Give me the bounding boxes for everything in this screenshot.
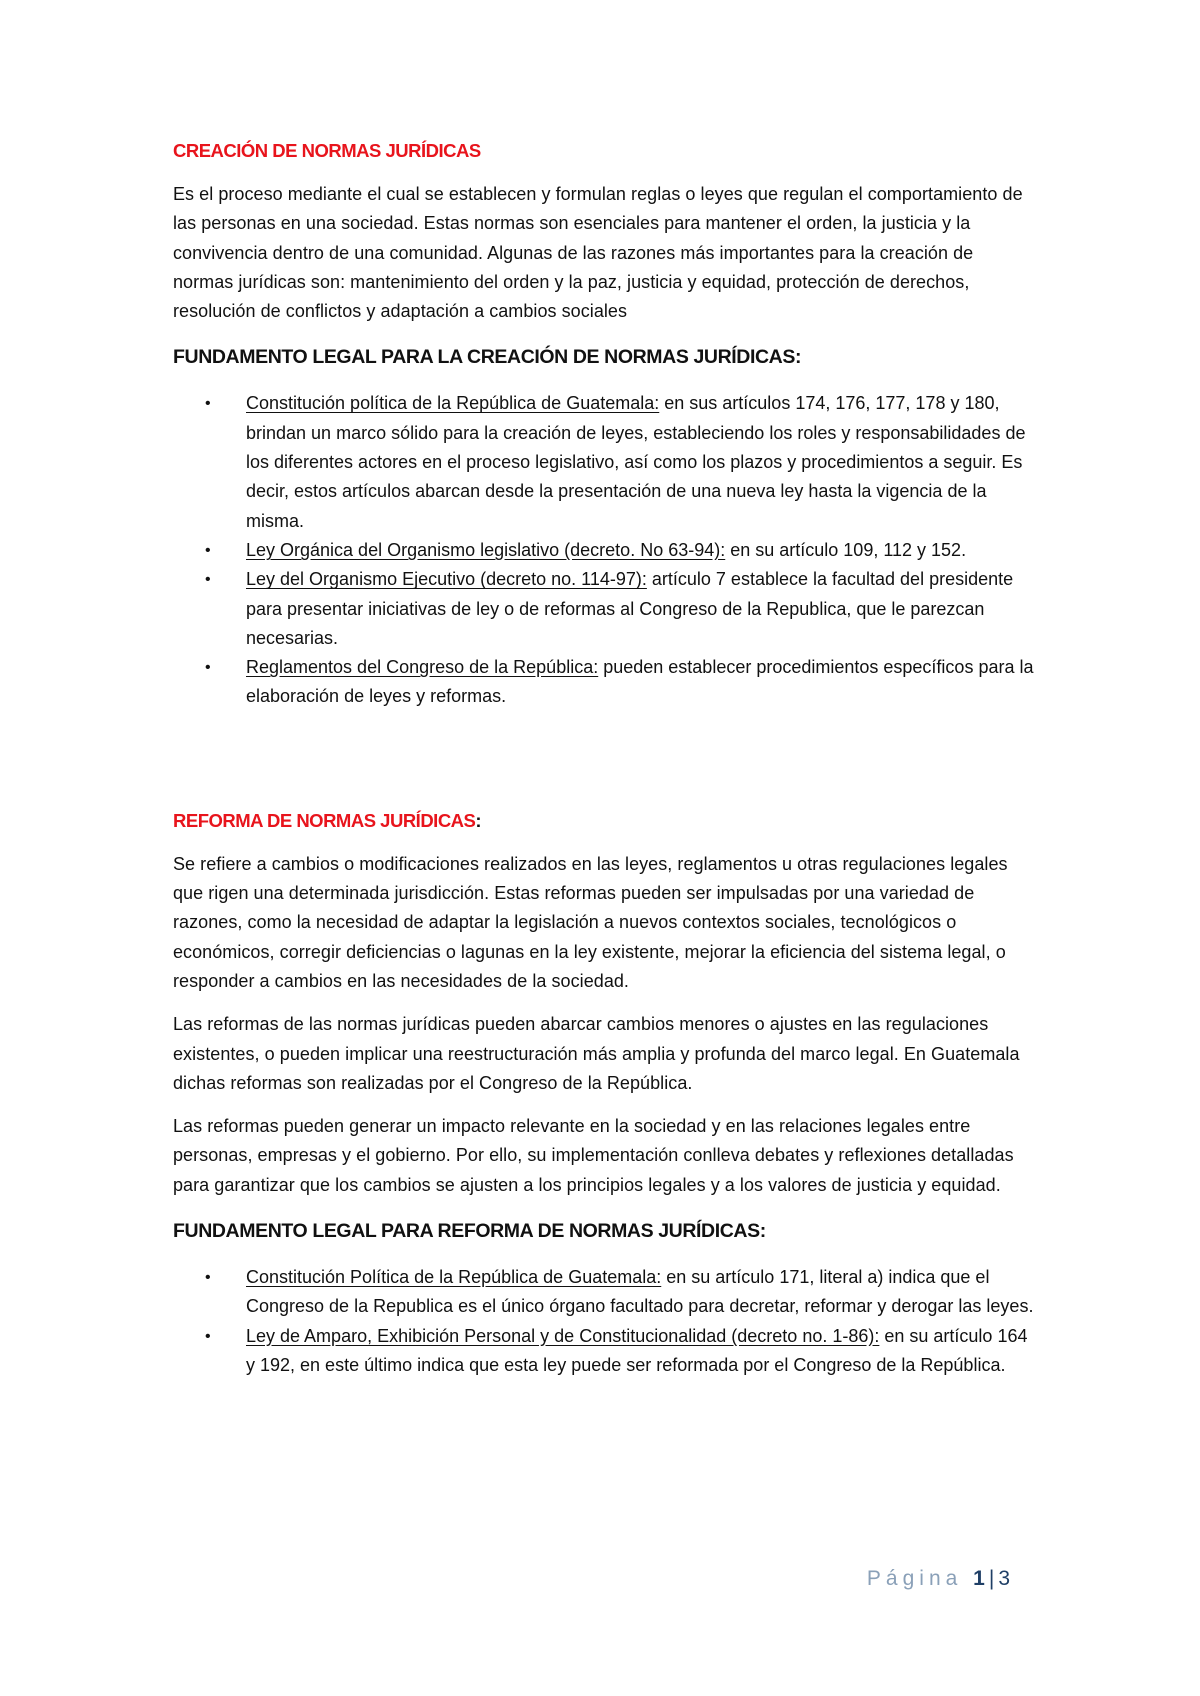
legal-reference: Constitución Política de la República de Guatemala: <box>246 1267 662 1288</box>
section-title-reforma-colon: : <box>475 809 482 831</box>
list-item-text: en su artículo 109, 112 y 152. <box>725 539 967 560</box>
legal-reference: Ley Orgánica del Organismo legislativo (decreto. No 63-94): <box>246 539 726 560</box>
list-item-text: pueden establecer procedimientos específicos para la elaboración de leyes y reformas. <box>246 657 1034 707</box>
page-separator: | <box>988 1567 995 1590</box>
page-number: 1 <box>973 1567 985 1590</box>
list-item-text: artículo 7 establece la facultad del presidente para presentar iniciativas de ley o de reformas al Congreso de la Republica, que le parezcan necesarias. <box>246 569 1014 648</box>
list-item <box>173 1263 1035 1322</box>
section-title-reforma-text: REFORMA DE NORMAS JURÍDICAS <box>173 809 476 831</box>
paragraph-reforma-3: Las reformas pueden generar un impacto relevante en la sociedad y en las relaciones legales entre personas, empresas y el gobierno. Por ello, su implementación conlleva debates y reflexiones detalladas para garantizar que los cambios se ajusten a los principios legales y a los valores de justicia y equidad. <box>173 1116 1014 1195</box>
page-label: Página <box>866 1567 963 1590</box>
list-item-text: en su artículo 164 y 192, en este último indica que esta ley puede ser reformada por el Congreso de la República. <box>246 1325 1028 1375</box>
list-item-text: en sus artículos 174, 176, 177, 178 y 180, brindan un marco sólido para la creación de leyes, estableciendo los roles y responsabilidades de los diferentes actores en el proceso legislativo, así como los plazos y procedimientos a seguir. Es decir, estos artículos abarcan desde la presentación de una nueva ley hasta la vigencia de la misma. <box>246 393 1026 531</box>
bullet-icon: • <box>205 659 211 677</box>
bullet-icon: • <box>205 571 211 589</box>
legal-reference: Reglamentos del Congreso de la República: <box>246 657 599 678</box>
bullet-icon: • <box>205 541 211 559</box>
paragraph-reforma-2: Las reformas de las normas jurídicas pueden abarcar cambios menores o ajustes en las regulaciones existentes, o pueden implicar una reestructuración más amplia y profunda del marco legal. En Guatemala dichas reformas son realizadas por el Congreso de la República. <box>173 1014 1020 1093</box>
paragraph-creacion: Es el proceso mediante el cual se establecen y formulan reglas o leyes que regulan el comportamiento de las personas en una sociedad. Estas normas son esenciales para mantener el orden, la justicia y la convivencia dentro de una comunidad. Algunas de las razones más importantes para la creación de normas jurídicas son: mantenimiento del orden y la paz, justicia y equidad, protección de derechos, resolución de conflictos y adaptación a cambios sociales <box>173 184 1023 322</box>
list-item <box>173 389 1035 535</box>
subtitle-fundamento-creacion: FUNDAMENTO LEGAL PARA LA CREACIÓN DE NORMAS JURÍDICAS: <box>173 346 802 369</box>
list-item <box>173 653 1035 712</box>
legal-reference: Constitución política de la República de Guatemala: <box>246 393 660 414</box>
list-item <box>173 565 1035 653</box>
bullet-list-creacion <box>173 389 1035 711</box>
legal-reference: Ley del Organismo Ejecutivo (decreto no. 114-97): <box>246 569 647 590</box>
page-total: 3 <box>998 1567 1010 1590</box>
document-body <box>173 140 1035 1380</box>
bullet-icon: • <box>205 1327 211 1345</box>
paragraph-reforma-1: Se refiere a cambios o modificaciones realizados en las leyes, reglamentos u otras regulaciones legales que rigen una determinada jurisdicción. Estas reformas pueden ser impulsadas por una variedad de razones, como la necesidad de adaptar la legislación a nuevos contextos sociales, tecnológicos o económicos, corregir deficiencias o lagunas en la ley existente, mejorar la eficiencia del sistema legal, o responder a cambios en las necesidades de la sociedad. <box>173 853 1008 991</box>
section-title-creacion: CREACIÓN DE NORMAS JURÍDICAS <box>173 140 481 161</box>
bullet-icon: • <box>205 395 211 413</box>
bullet-list-reforma <box>173 1263 1035 1380</box>
section-title-reforma <box>173 810 1035 832</box>
list-item <box>173 1322 1035 1381</box>
list-item-text: en su artículo 171, literal a) indica que el Congreso de la Republica es el único órgano facultado para decretar, reformar y derogar las leyes. <box>246 1267 1034 1317</box>
list-item <box>173 536 1035 565</box>
page-footer <box>867 1567 1010 1591</box>
bullet-icon: • <box>205 1269 211 1287</box>
subtitle-fundamento-reforma: FUNDAMENTO LEGAL PARA REFORMA DE NORMAS JURÍDICAS: <box>173 1220 766 1243</box>
legal-reference: Ley de Amparo, Exhibición Personal y de Constitucionalidad (decreto no. 1-86): <box>246 1325 880 1346</box>
